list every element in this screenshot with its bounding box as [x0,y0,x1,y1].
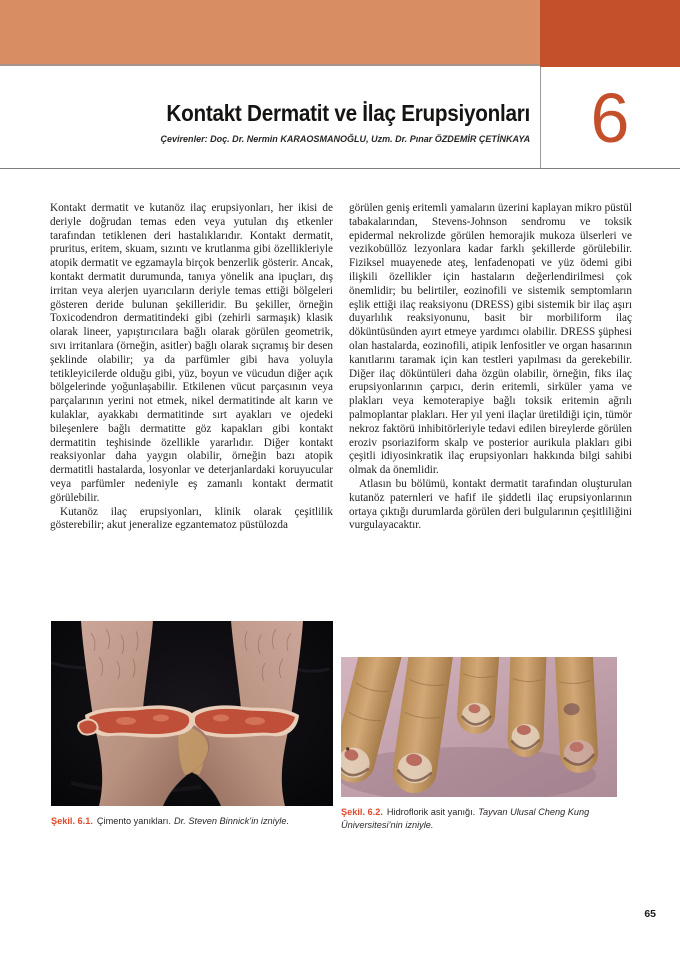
body-text [50,202,632,533]
chapter-title-text: Kontakt Dermatit ve İlaç Erupsiyonları [166,100,530,126]
paragraph: Kutanöz ilaç erupsiyonları, klinik olarak çeşitlilik gösterebilir; akut jeneralize egzantematoz püstülozda [50,505,333,532]
figure-6-1-caption [51,815,341,828]
figure-credit: Tayvan Ulusal Cheng Kung Üniversitesi’nin izniyle. [341,807,590,830]
figure-caption-text: Çimento yanıkları. [96,816,171,826]
header-banner-light [0,0,540,66]
figure-caption-text: Hidroflorik asit yanığı. [386,807,476,817]
figure-credit: Dr. Steven Binnick’in izniyle. [173,816,289,826]
acid-burn-photo [341,657,617,797]
paragraph: Kontakt dermatit ve kutanöz ilaç erupsiyonları, her ikisi de deriyle doğrudan temas eden veya yutulan dış etkenler tarafından tetiklenen deri hastalıklarıdır. Kontakt dermatit, pruritus, eritem, skuam, sızıntı ve krutlanma gibi özellikleriyle atopik dermatit ve egzamayla birçok benzerlik gösterir. Ancak, kontakt dermatit durumunda, tanıya yönelik ana ipuçları, dış irritan veya alerjen uyarıcıların deriyle temas ettiği bölgeleri gösteren deride bulunan şekilleridir. Bu şekiller, örneğin Toxicodendron dermatitindeki gibi (zehirli sarmaşık) klasik olarak lineer, yapıştırıcılara bağlı olarak görülen geometrik, sıvı irritanlara (örneğin, asitler) bağlı olarak sıçramış bir desen şeklinde olabilir; ya da parfümler gibi hava yoluyla tetikleyicilerde olduğu gibi, yüz, boyun ve vücudun diğer açık bölgelerinde yoğunlaşabilir. Etkilenen vücut parçasının veya parçalarının yerini not etmek, nikel dermatitinde alt karın ve kulaklar, ayakkabı dermatitinde sırt ayakları ve ojedeki bileşenlere bağlı dermatitte göz kapakları gibi kontakt dermatitin teşhisinde özellikle yararlıdır. Diğer kontakt reaksiyonlar daha yaygın olabilir, örneğin bazı atopik dermatitli hastalarda, losyonlar ve deterjanlardaki koruyucular veya parfümler nedeniyle eş zamanlı kontakt dermatit görülebilir. [50,202,333,504]
header-banner-dark [540,0,680,67]
chapter-number: 6 [590,79,630,157]
body-column-right [349,202,632,533]
translators-text: Çevirenler: Doç. Dr. Nermin KARAOSMANOĞLU, Uzm. Dr. Pınar ÖZDEMİR ÇETİNKAYA [160,134,530,145]
translators-line [110,134,530,145]
figure-label: Şekil. 6.2. [341,807,383,817]
paragraph: görülen geniş eritemli yamaların üzerini kaplayan mikro püstül tabakalarından, Stevens-Johnson sendromu ve toksik epidermal nekrolizde görülen hemorajik mukoza ülserleri ve vezikobüllöz lezyonlara kadar farklı şekillerde görülebilir. Fiziksel muayenede ateş, lenfadenopati ve yüz ödemi gibi ilişkili özellikler için hastaların değerlendirilmesi çok önemlidir; bu belirtiler, eozinofili ve sistemik semptomların eşlik ettiği ilaç reaksiyonu (DRESS) gibi sistemik bir ilaç aşırı duyarlılık reaksiyonunu, basit bir morbiliform ilaç döküntüsünden ayırt etmeye yardımcı olabilir. DRESS şüphesi olan hastalarda, eozinofili, atipik lenfositler ve organ hasarının kanıtlarını taramak için kan testleri yapılması da gerekebilir. Diğer ilaç döküntüleri daha özgün olabilir, örneğin, fiks ilaç erupsiyonlarının çarpıcı, derin eritemli, sirküler yama ve plakları veya kemoterapiye bağlı toksik eritemin ağrılı palmoplantar plakları. Her yıl yeni ilaçlar üretildiği için, tümör nekroz faktörü inhibitörleriyle tedavi edilen bireylerde görülen eroziv psoriaziform skalp ve posterior aurikula plakları gibi çeşitli idiyosinkratik ilaç erupsiyonları hakkında bilgi sahibi olmak da önemlidir. [349,202,632,477]
figure-6-2-caption [341,806,625,832]
paragraph: Atlasın bu bölümü, kontakt dermatit tarafından oluşturulan kutanöz paternleri ve hafif ile şiddetli ilaç erupsiyonlarının ortaya çıktığı durumlarda görülen deri bulgularının çeşitliliğini vurgulayacaktır. [349,477,632,532]
cement-burn-photo [51,621,333,806]
figure-label: Şekil. 6.1. [51,816,93,826]
body-column-left [50,202,333,533]
chapter-header [110,100,530,145]
page-number: 65 [644,908,656,920]
chapter-title [110,100,530,127]
header-rule [0,168,680,169]
